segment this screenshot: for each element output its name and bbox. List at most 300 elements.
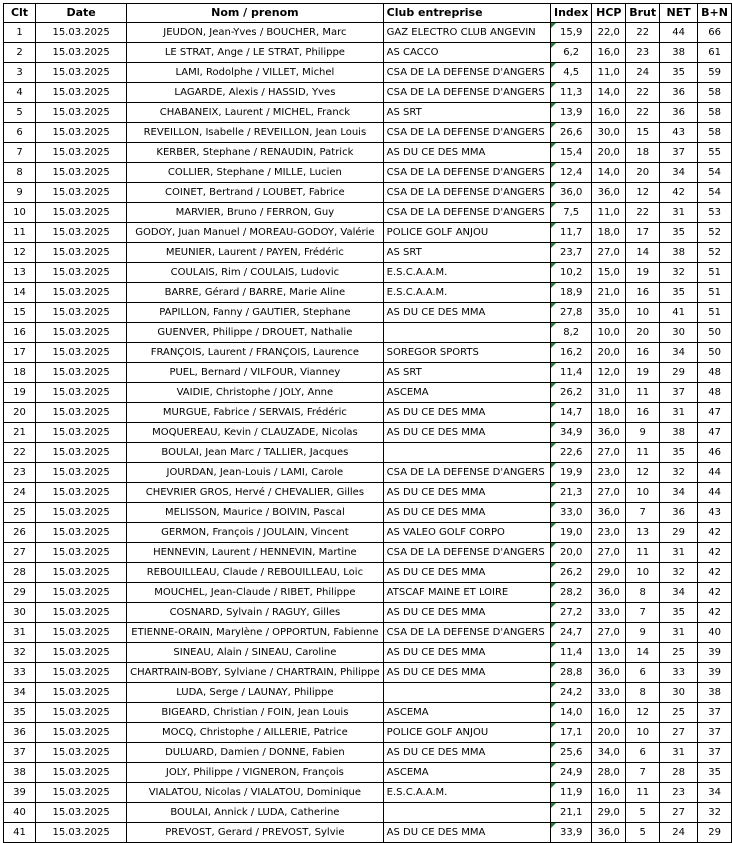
cell-net: 31 (660, 203, 698, 223)
cell-bn: 51 (698, 303, 732, 323)
cell-index: 4,5 (551, 63, 592, 83)
cell-club: AS SRT (383, 103, 550, 123)
cell-clt: 7 (4, 143, 36, 163)
cell-index: 28,2 (551, 583, 592, 603)
cell-date: 15.03.2025 (36, 103, 127, 123)
cell-hcp: 21,0 (592, 283, 626, 303)
cell-nom-prenom: PAPILLON, Fanny / GAUTIER, Stephane (127, 303, 384, 323)
cell-brut: 8 (626, 683, 660, 703)
cell-club: E.S.C.A.A.M. (383, 263, 550, 283)
cell-bn: 39 (698, 643, 732, 663)
cell-nom-prenom: MURGUE, Fabrice / SERVAIS, Frédéric (127, 403, 384, 423)
table-row (4, 223, 732, 243)
cell-bn: 58 (698, 103, 732, 123)
cell-clt: 34 (4, 683, 36, 703)
cell-date: 15.03.2025 (36, 183, 127, 203)
cell-nom-prenom: MOCQ, Christophe / AILLERIE, Patrice (127, 723, 384, 743)
table-row (4, 283, 732, 303)
cell-date: 15.03.2025 (36, 203, 127, 223)
cell-clt: 38 (4, 763, 36, 783)
cell-nom-prenom: CHARTRAIN-BOBY, Sylviane / CHARTRAIN, Philippe (127, 663, 384, 683)
cell-brut: 5 (626, 803, 660, 823)
cell-bn: 42 (698, 563, 732, 583)
cell-net: 43 (660, 123, 698, 143)
cell-date: 15.03.2025 (36, 823, 127, 843)
cell-date: 15.03.2025 (36, 363, 127, 383)
cell-hcp: 22,0 (592, 23, 626, 43)
cell-hcp: 14,0 (592, 83, 626, 103)
table-header (4, 4, 732, 23)
cell-club: ATSCAF MAINE ET LOIRE (383, 583, 550, 603)
cell-bn: 42 (698, 523, 732, 543)
cell-nom-prenom: REVEILLON, Isabelle / REVEILLON, Jean Louis (127, 123, 384, 143)
cell-brut: 24 (626, 63, 660, 83)
cell-bn: 59 (698, 63, 732, 83)
cell-brut: 7 (626, 763, 660, 783)
cell-brut: 19 (626, 363, 660, 383)
cell-club: ASCEMA (383, 383, 550, 403)
cell-brut: 20 (626, 323, 660, 343)
cell-club (383, 323, 550, 343)
cell-bn: 43 (698, 503, 732, 523)
cell-nom-prenom: PUEL, Bernard / VILFOUR, Vianney (127, 363, 384, 383)
cell-net: 25 (660, 703, 698, 723)
cell-hcp: 23,0 (592, 463, 626, 483)
cell-nom-prenom: COINET, Bertrand / LOUBET, Fabrice (127, 183, 384, 203)
cell-brut: 14 (626, 243, 660, 263)
cell-net: 34 (660, 583, 698, 603)
cell-date: 15.03.2025 (36, 483, 127, 503)
cell-bn: 29 (698, 823, 732, 843)
cell-club: CSA DE LA DEFENSE D'ANGERS (383, 83, 550, 103)
cell-brut: 11 (626, 443, 660, 463)
cell-index: 28,8 (551, 663, 592, 683)
cell-hcp: 16,0 (592, 783, 626, 803)
cell-nom-prenom: BARRE, Gérard / BARRE, Marie Aline (127, 283, 384, 303)
cell-nom-prenom: JEUDON, Jean-Yves / BOUCHER, Marc (127, 23, 384, 43)
cell-club: AS DU CE DES MMA (383, 403, 550, 423)
cell-date: 15.03.2025 (36, 223, 127, 243)
cell-club: AS DU CE DES MMA (383, 823, 550, 843)
cell-hcp: 27,0 (592, 623, 626, 643)
cell-nom-prenom: BIGEARD, Christian / FOIN, Jean Louis (127, 703, 384, 723)
cell-hcp: 30,0 (592, 123, 626, 143)
cell-date: 15.03.2025 (36, 403, 127, 423)
table-row (4, 383, 732, 403)
table-row (4, 803, 732, 823)
cell-hcp: 11,0 (592, 63, 626, 83)
cell-brut: 22 (626, 23, 660, 43)
cell-index: 10,2 (551, 263, 592, 283)
cell-brut: 7 (626, 603, 660, 623)
cell-date: 15.03.2025 (36, 703, 127, 723)
cell-brut: 16 (626, 283, 660, 303)
cell-bn: 51 (698, 283, 732, 303)
cell-index: 11,3 (551, 83, 592, 103)
cell-bn: 58 (698, 123, 732, 143)
cell-net: 29 (660, 523, 698, 543)
cell-date: 15.03.2025 (36, 323, 127, 343)
header-date: Date (36, 4, 127, 23)
cell-brut: 22 (626, 83, 660, 103)
cell-net: 35 (660, 283, 698, 303)
table-row (4, 263, 732, 283)
header-bn: B+N (698, 4, 732, 23)
cell-bn: 47 (698, 423, 732, 443)
cell-club (383, 803, 550, 823)
cell-clt: 33 (4, 663, 36, 683)
cell-nom-prenom: REBOUILLEAU, Claude / REBOUILLEAU, Loic (127, 563, 384, 583)
cell-net: 31 (660, 543, 698, 563)
cell-hcp: 34,0 (592, 743, 626, 763)
cell-index: 24,2 (551, 683, 592, 703)
cell-net: 27 (660, 803, 698, 823)
cell-club: ASCEMA (383, 703, 550, 723)
table-row (4, 323, 732, 343)
cell-brut: 18 (626, 143, 660, 163)
cell-nom-prenom: MOQUEREAU, Kevin / CLAUZADE, Nicolas (127, 423, 384, 443)
cell-club: AS CACCO (383, 43, 550, 63)
cell-bn: 66 (698, 23, 732, 43)
cell-date: 15.03.2025 (36, 783, 127, 803)
cell-index: 21,1 (551, 803, 592, 823)
cell-net: 31 (660, 403, 698, 423)
cell-hcp: 36,0 (592, 183, 626, 203)
cell-hcp: 20,0 (592, 723, 626, 743)
cell-hcp: 20,0 (592, 343, 626, 363)
table-row (4, 463, 732, 483)
cell-hcp: 13,0 (592, 643, 626, 663)
cell-date: 15.03.2025 (36, 83, 127, 103)
cell-clt: 39 (4, 783, 36, 803)
cell-nom-prenom: JOLY, Philippe / VIGNERON, François (127, 763, 384, 783)
cell-clt: 28 (4, 563, 36, 583)
table-row (4, 123, 732, 143)
cell-club: AS DU CE DES MMA (383, 143, 550, 163)
cell-net: 44 (660, 23, 698, 43)
cell-nom-prenom: FRANÇOIS, Laurent / FRANÇOIS, Laurence (127, 343, 384, 363)
cell-bn: 61 (698, 43, 732, 63)
cell-bn: 38 (698, 683, 732, 703)
cell-hcp: 27,0 (592, 243, 626, 263)
cell-hcp: 23,0 (592, 523, 626, 543)
cell-date: 15.03.2025 (36, 63, 127, 83)
cell-bn: 42 (698, 603, 732, 623)
cell-nom-prenom: LAGARDE, Alexis / HASSID, Yves (127, 83, 384, 103)
header-nom-prenom: Nom / prenom (127, 4, 384, 23)
cell-hcp: 27,0 (592, 483, 626, 503)
cell-nom-prenom: GERMON, François / JOULAIN, Vincent (127, 523, 384, 543)
cell-net: 35 (660, 443, 698, 463)
cell-clt: 18 (4, 363, 36, 383)
cell-bn: 44 (698, 483, 732, 503)
cell-nom-prenom: MOUCHEL, Jean-Claude / RIBET, Philippe (127, 583, 384, 603)
cell-date: 15.03.2025 (36, 443, 127, 463)
cell-club: GAZ ELECTRO CLUB ANGEVIN (383, 23, 550, 43)
cell-club (383, 443, 550, 463)
table-row (4, 143, 732, 163)
cell-date: 15.03.2025 (36, 463, 127, 483)
cell-bn: 52 (698, 223, 732, 243)
cell-brut: 15 (626, 123, 660, 143)
header-hcp: HCP (592, 4, 626, 23)
cell-clt: 11 (4, 223, 36, 243)
cell-index: 33,9 (551, 823, 592, 843)
cell-net: 33 (660, 663, 698, 683)
cell-bn: 52 (698, 243, 732, 263)
cell-net: 37 (660, 143, 698, 163)
cell-bn: 34 (698, 783, 732, 803)
table-row (4, 103, 732, 123)
cell-club: AS DU CE DES MMA (383, 303, 550, 323)
cell-hcp: 29,0 (592, 803, 626, 823)
cell-clt: 37 (4, 743, 36, 763)
cell-clt: 21 (4, 423, 36, 443)
cell-brut: 12 (626, 703, 660, 723)
cell-clt: 40 (4, 803, 36, 823)
cell-index: 14,7 (551, 403, 592, 423)
cell-nom-prenom: DULUARD, Damien / DONNE, Fabien (127, 743, 384, 763)
cell-club: AS DU CE DES MMA (383, 663, 550, 683)
cell-clt: 5 (4, 103, 36, 123)
cell-nom-prenom: BOULAI, Annick / LUDA, Catherine (127, 803, 384, 823)
cell-brut: 16 (626, 403, 660, 423)
cell-bn: 48 (698, 383, 732, 403)
cell-net: 30 (660, 683, 698, 703)
cell-date: 15.03.2025 (36, 663, 127, 683)
cell-hcp: 36,0 (592, 423, 626, 443)
cell-nom-prenom: LUDA, Serge / LAUNAY, Philippe (127, 683, 384, 703)
cell-clt: 35 (4, 703, 36, 723)
cell-brut: 9 (626, 423, 660, 443)
cell-nom-prenom: SINEAU, Alain / SINEAU, Caroline (127, 643, 384, 663)
cell-hcp: 28,0 (592, 763, 626, 783)
cell-club: CSA DE LA DEFENSE D'ANGERS (383, 203, 550, 223)
cell-nom-prenom: HENNEVIN, Laurent / HENNEVIN, Martine (127, 543, 384, 563)
table-row (4, 23, 732, 43)
cell-club: ASCEMA (383, 763, 550, 783)
cell-clt: 26 (4, 523, 36, 543)
cell-bn: 58 (698, 83, 732, 103)
cell-date: 15.03.2025 (36, 803, 127, 823)
header-clt: Clt (4, 4, 36, 23)
table-row (4, 723, 732, 743)
cell-hcp: 18,0 (592, 223, 626, 243)
table-row (4, 783, 732, 803)
cell-index: 17,1 (551, 723, 592, 743)
table-row (4, 363, 732, 383)
cell-nom-prenom: GODOY, Juan Manuel / MOREAU-GODOY, Valérie (127, 223, 384, 243)
cell-hcp: 36,0 (592, 663, 626, 683)
cell-brut: 10 (626, 483, 660, 503)
cell-bn: 37 (698, 723, 732, 743)
cell-net: 24 (660, 823, 698, 843)
cell-brut: 10 (626, 303, 660, 323)
cell-hcp: 12,0 (592, 363, 626, 383)
table-row (4, 343, 732, 363)
header-net: NET (660, 4, 698, 23)
cell-nom-prenom: CHABANEIX, Laurent / MICHEL, Franck (127, 103, 384, 123)
cell-brut: 19 (626, 263, 660, 283)
cell-club: CSA DE LA DEFENSE D'ANGERS (383, 163, 550, 183)
cell-clt: 22 (4, 443, 36, 463)
cell-brut: 5 (626, 823, 660, 843)
cell-club: CSA DE LA DEFENSE D'ANGERS (383, 123, 550, 143)
table-row (4, 563, 732, 583)
header-index: Index (551, 4, 592, 23)
cell-brut: 23 (626, 43, 660, 63)
cell-brut: 12 (626, 463, 660, 483)
cell-hcp: 27,0 (592, 543, 626, 563)
cell-index: 19,0 (551, 523, 592, 543)
cell-clt: 12 (4, 243, 36, 263)
cell-date: 15.03.2025 (36, 683, 127, 703)
cell-index: 26,2 (551, 383, 592, 403)
table-row (4, 583, 732, 603)
cell-index: 36,0 (551, 183, 592, 203)
cell-date: 15.03.2025 (36, 623, 127, 643)
cell-net: 25 (660, 643, 698, 663)
cell-net: 36 (660, 103, 698, 123)
cell-clt: 32 (4, 643, 36, 663)
cell-clt: 27 (4, 543, 36, 563)
table-row (4, 403, 732, 423)
cell-date: 15.03.2025 (36, 743, 127, 763)
cell-clt: 8 (4, 163, 36, 183)
cell-nom-prenom: LAMI, Rodolphe / VILLET, Michel (127, 63, 384, 83)
cell-bn: 54 (698, 183, 732, 203)
cell-club: AS DU CE DES MMA (383, 423, 550, 443)
cell-index: 11,7 (551, 223, 592, 243)
cell-index: 27,2 (551, 603, 592, 623)
cell-hcp: 11,0 (592, 203, 626, 223)
cell-bn: 32 (698, 803, 732, 823)
cell-hcp: 33,0 (592, 683, 626, 703)
cell-net: 35 (660, 63, 698, 83)
cell-brut: 12 (626, 183, 660, 203)
cell-index: 14,0 (551, 703, 592, 723)
cell-clt: 41 (4, 823, 36, 843)
cell-brut: 17 (626, 223, 660, 243)
cell-brut: 13 (626, 523, 660, 543)
cell-index: 13,9 (551, 103, 592, 123)
cell-nom-prenom: COULAIS, Rim / COULAIS, Ludovic (127, 263, 384, 283)
cell-index: 24,9 (551, 763, 592, 783)
table-body (4, 23, 732, 843)
cell-nom-prenom: MARVIER, Bruno / FERRON, Guy (127, 203, 384, 223)
cell-date: 15.03.2025 (36, 303, 127, 323)
cell-nom-prenom: BOULAI, Jean Marc / TALLIER, Jacques (127, 443, 384, 463)
header-brut: Brut (626, 4, 660, 23)
cell-index: 34,9 (551, 423, 592, 443)
table-row (4, 603, 732, 623)
cell-hcp: 16,0 (592, 103, 626, 123)
table-row (4, 43, 732, 63)
cell-date: 15.03.2025 (36, 603, 127, 623)
results-table (3, 3, 732, 843)
cell-net: 35 (660, 223, 698, 243)
cell-date: 15.03.2025 (36, 383, 127, 403)
header-club: Club entreprise (383, 4, 550, 23)
cell-nom-prenom: JOURDAN, Jean-Louis / LAMI, Carole (127, 463, 384, 483)
cell-net: 36 (660, 503, 698, 523)
cell-clt: 13 (4, 263, 36, 283)
cell-clt: 6 (4, 123, 36, 143)
cell-club: CSA DE LA DEFENSE D'ANGERS (383, 623, 550, 643)
cell-index: 26,2 (551, 563, 592, 583)
cell-nom-prenom: CHEVRIER GROS, Hervé / CHEVALIER, Gilles (127, 483, 384, 503)
cell-net: 38 (660, 243, 698, 263)
cell-index: 12,4 (551, 163, 592, 183)
cell-bn: 35 (698, 763, 732, 783)
cell-index: 18,9 (551, 283, 592, 303)
cell-bn: 42 (698, 583, 732, 603)
table-row (4, 643, 732, 663)
cell-date: 15.03.2025 (36, 343, 127, 363)
cell-club: AS DU CE DES MMA (383, 563, 550, 583)
cell-date: 15.03.2025 (36, 283, 127, 303)
cell-net: 34 (660, 483, 698, 503)
cell-nom-prenom: KERBER, Stephane / RENAUDIN, Patrick (127, 143, 384, 163)
cell-date: 15.03.2025 (36, 423, 127, 443)
table-row (4, 543, 732, 563)
table-row (4, 683, 732, 703)
cell-club: CSA DE LA DEFENSE D'ANGERS (383, 183, 550, 203)
table-row (4, 63, 732, 83)
cell-bn: 42 (698, 543, 732, 563)
cell-bn: 50 (698, 343, 732, 363)
cell-net: 30 (660, 323, 698, 343)
cell-brut: 6 (626, 663, 660, 683)
cell-index: 8,2 (551, 323, 592, 343)
cell-brut: 11 (626, 543, 660, 563)
cell-clt: 9 (4, 183, 36, 203)
cell-net: 36 (660, 83, 698, 103)
cell-bn: 51 (698, 263, 732, 283)
cell-date: 15.03.2025 (36, 723, 127, 743)
cell-club: E.S.C.A.A.M. (383, 283, 550, 303)
cell-index: 21,3 (551, 483, 592, 503)
cell-index: 22,6 (551, 443, 592, 463)
cell-bn: 44 (698, 463, 732, 483)
cell-nom-prenom: COSNARD, Sylvain / RAGUY, Gilles (127, 603, 384, 623)
cell-nom-prenom: PREVOST, Gerard / PREVOST, Sylvie (127, 823, 384, 843)
cell-club: POLICE GOLF ANJOU (383, 223, 550, 243)
table-row (4, 763, 732, 783)
cell-club: AS DU CE DES MMA (383, 503, 550, 523)
cell-hcp: 18,0 (592, 403, 626, 423)
cell-index: 11,9 (551, 783, 592, 803)
cell-club: POLICE GOLF ANJOU (383, 723, 550, 743)
cell-nom-prenom: ETIENNE-ORAIN, Marylène / OPPORTUN, Fabienne (127, 623, 384, 643)
cell-clt: 2 (4, 43, 36, 63)
cell-bn: 55 (698, 143, 732, 163)
cell-hcp: 36,0 (592, 503, 626, 523)
cell-date: 15.03.2025 (36, 123, 127, 143)
cell-brut: 10 (626, 563, 660, 583)
cell-clt: 14 (4, 283, 36, 303)
table-row (4, 243, 732, 263)
table-row (4, 443, 732, 463)
cell-nom-prenom: COLLIER, Stephane / MILLE, Lucien (127, 163, 384, 183)
cell-brut: 22 (626, 203, 660, 223)
cell-index: 7,5 (551, 203, 592, 223)
cell-hcp: 35,0 (592, 303, 626, 323)
cell-clt: 10 (4, 203, 36, 223)
cell-brut: 7 (626, 503, 660, 523)
cell-net: 31 (660, 623, 698, 643)
cell-index: 15,9 (551, 23, 592, 43)
